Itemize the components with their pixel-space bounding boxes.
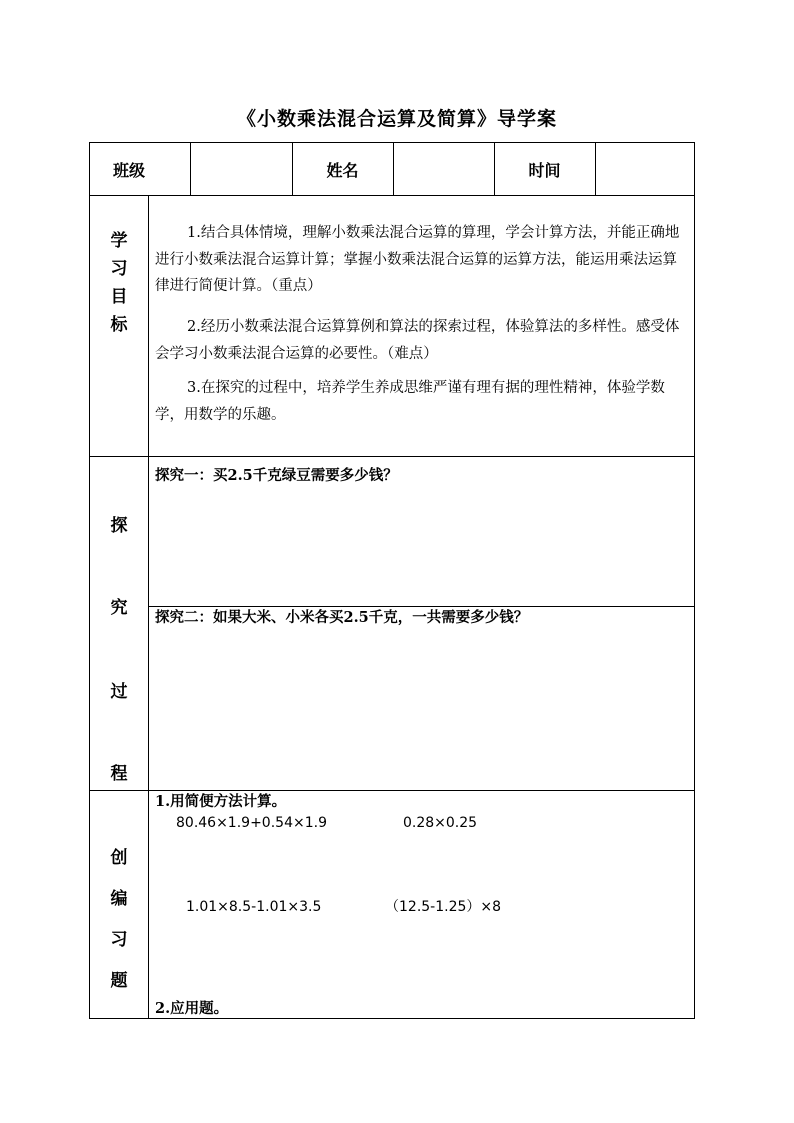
name-field[interactable] — [394, 142, 494, 196]
practice-expression: 80.46×1.9+0.54×1.9 — [176, 815, 327, 831]
practice-label-char: 创 — [110, 848, 128, 868]
goal-item: 3.在探究的过程中，培养学生养成思维严谨有理有据的理性精神，体验学数学，用数学的乐趣。 — [155, 380, 665, 423]
practice-question-2-title: 2.应用题。 — [155, 1000, 229, 1017]
explore-question-2: 探究二：如果大米、小米各买2.5千克，一共需要多少钱？ — [155, 609, 529, 626]
explore-question-1: 探究一：买2.5千克绿豆需要多少钱？ — [155, 467, 398, 484]
goals-label-char: 学 — [110, 231, 128, 251]
page-title: 《小数乘法混合运算及简算》导学案 — [236, 108, 557, 130]
explore-label-char: 探 — [110, 516, 128, 536]
time-label: 时间 — [528, 160, 561, 180]
goal-item: 1.结合具体情境，理解小数乘法混合运算的算理，学会计算方法，并能正确地进行小数乘法混合运算计算；掌握小数乘法混合运算的运算方法，能运用乘法运算律进行简便计算。（重点） — [155, 225, 680, 294]
time-field[interactable] — [596, 142, 695, 196]
goals-label-char: 习 — [110, 259, 128, 279]
practice-label-char: 习 — [110, 930, 128, 950]
name-label: 姓名 — [326, 160, 359, 180]
practice-expression: 1.01×8.5-1.01×3.5 — [186, 899, 322, 915]
goal-item: 2.经历小数乘法混合运算算例和算法的探索过程，体验算法的多样性。感受体会学习小数乘法混合运算的必要性。（难点） — [155, 319, 680, 362]
class-field[interactable] — [191, 142, 292, 196]
goals-label-char: 目 — [110, 287, 128, 307]
row-divider — [89, 456, 695, 457]
practice-label-char: 编 — [110, 889, 128, 909]
explore-label-char: 过 — [110, 682, 128, 702]
goals-label-char: 标 — [110, 315, 128, 335]
col-divider — [148, 195, 149, 1019]
practice-label-char: 题 — [110, 971, 128, 991]
practice-expression: （12.5-1.25）×8 — [385, 899, 502, 915]
explore-label-char: 究 — [110, 598, 128, 618]
class-label: 班级 — [112, 160, 145, 180]
explore-label-char: 程 — [110, 764, 128, 784]
practice-question-1-title: 1.用简便方法计算。 — [155, 793, 287, 810]
practice-expression: 0.28×0.25 — [403, 815, 478, 831]
